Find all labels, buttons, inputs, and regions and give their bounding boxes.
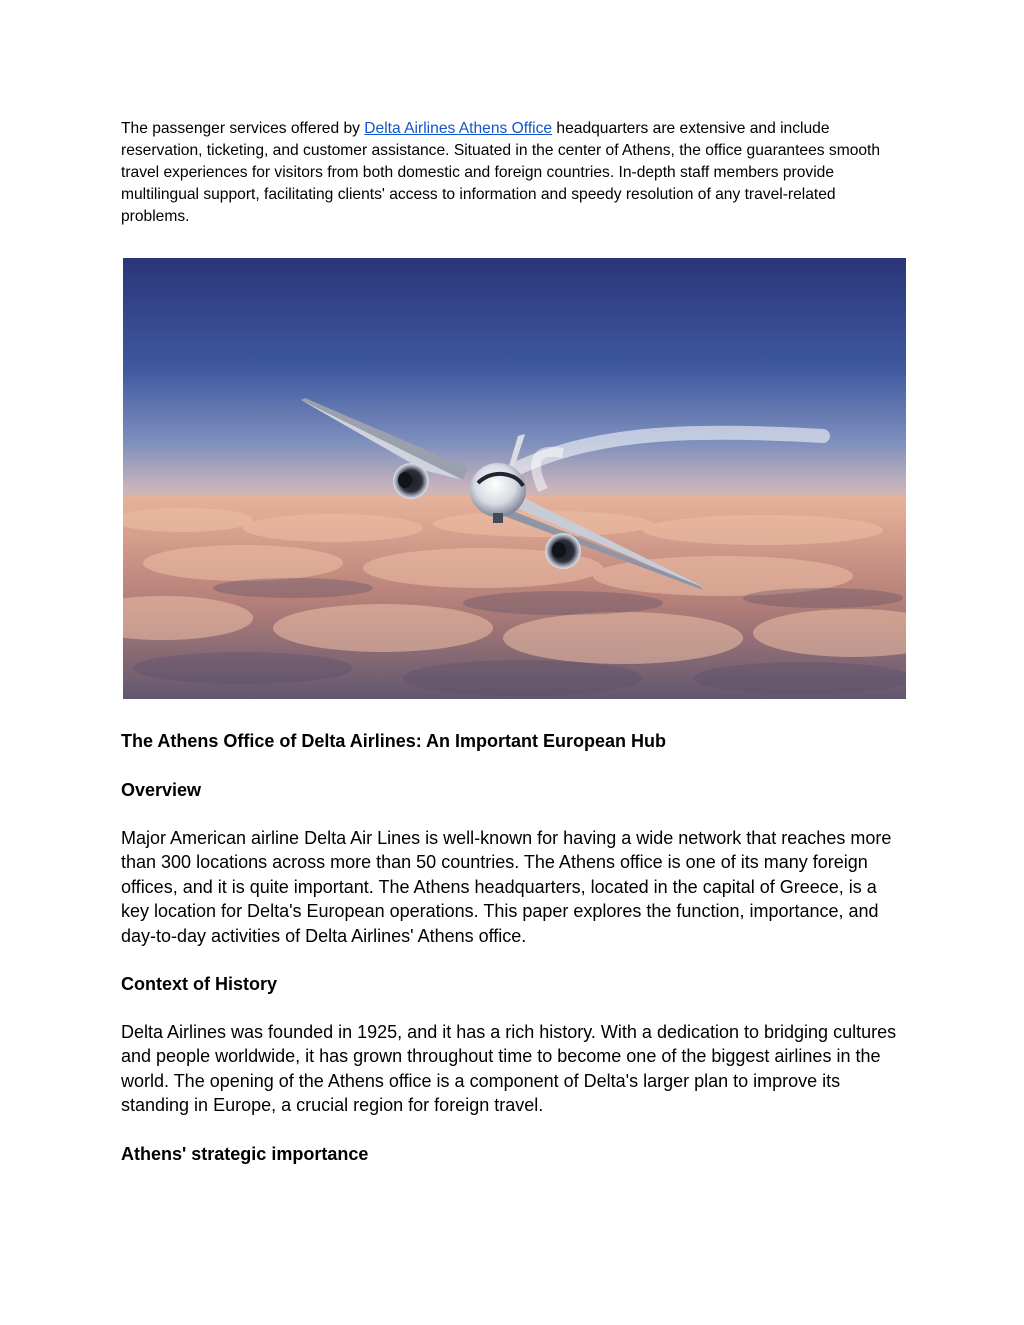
overview-heading: Overview: [121, 780, 202, 800]
intro-suffix: headquarters are extensive and include reservation, ticketing, and customer assistance. Situated in the center of Athens, the office guarantees smooth travel experiences for visitors from both domestic and foreign countries. In-depth staff members provide multilingual support, facilitating clients' access to information and speedy resolution of any travel-related problems.: [121, 120, 881, 225]
main-heading: The Athens Office of Delta Airlines: An Important European Hub: [121, 731, 667, 751]
overview-paragraph: Major American airline Delta Air Lines is well-known for having a wide network that reaches more than 300 locations across more than 50 countries. The Athens office is one of its many foreign offices, and it is quite important. The Athens headquarters, located in the capital of Greece, is a key location for Delta's European operations. This paper explores the function, importance, and day-to-day activities of Delta Airlines' Athens office.: [121, 828, 892, 946]
airplane-photo: [123, 258, 906, 699]
delta-athens-office-link[interactable]: Delta Airlines Athens Office: [364, 120, 553, 137]
history-heading: Context of History: [121, 974, 278, 994]
history-paragraph: Delta Airlines was founded in 1925, and it has a rich history. With a dedication to bridging cultures and people worldwide, it has grown throughout time to become one of the biggest airlines in the world. The opening of the Athens office is a component of Delta's larger plan to improve its standing in Europe, a crucial region for foreign travel.: [121, 1022, 897, 1116]
intro-paragraph: [121, 118, 901, 228]
airplane-above-clouds-image: [123, 258, 906, 699]
strategic-importance-heading: Athens' strategic importance: [121, 1144, 369, 1164]
intro-prefix: The passenger services offered by: [121, 120, 365, 137]
